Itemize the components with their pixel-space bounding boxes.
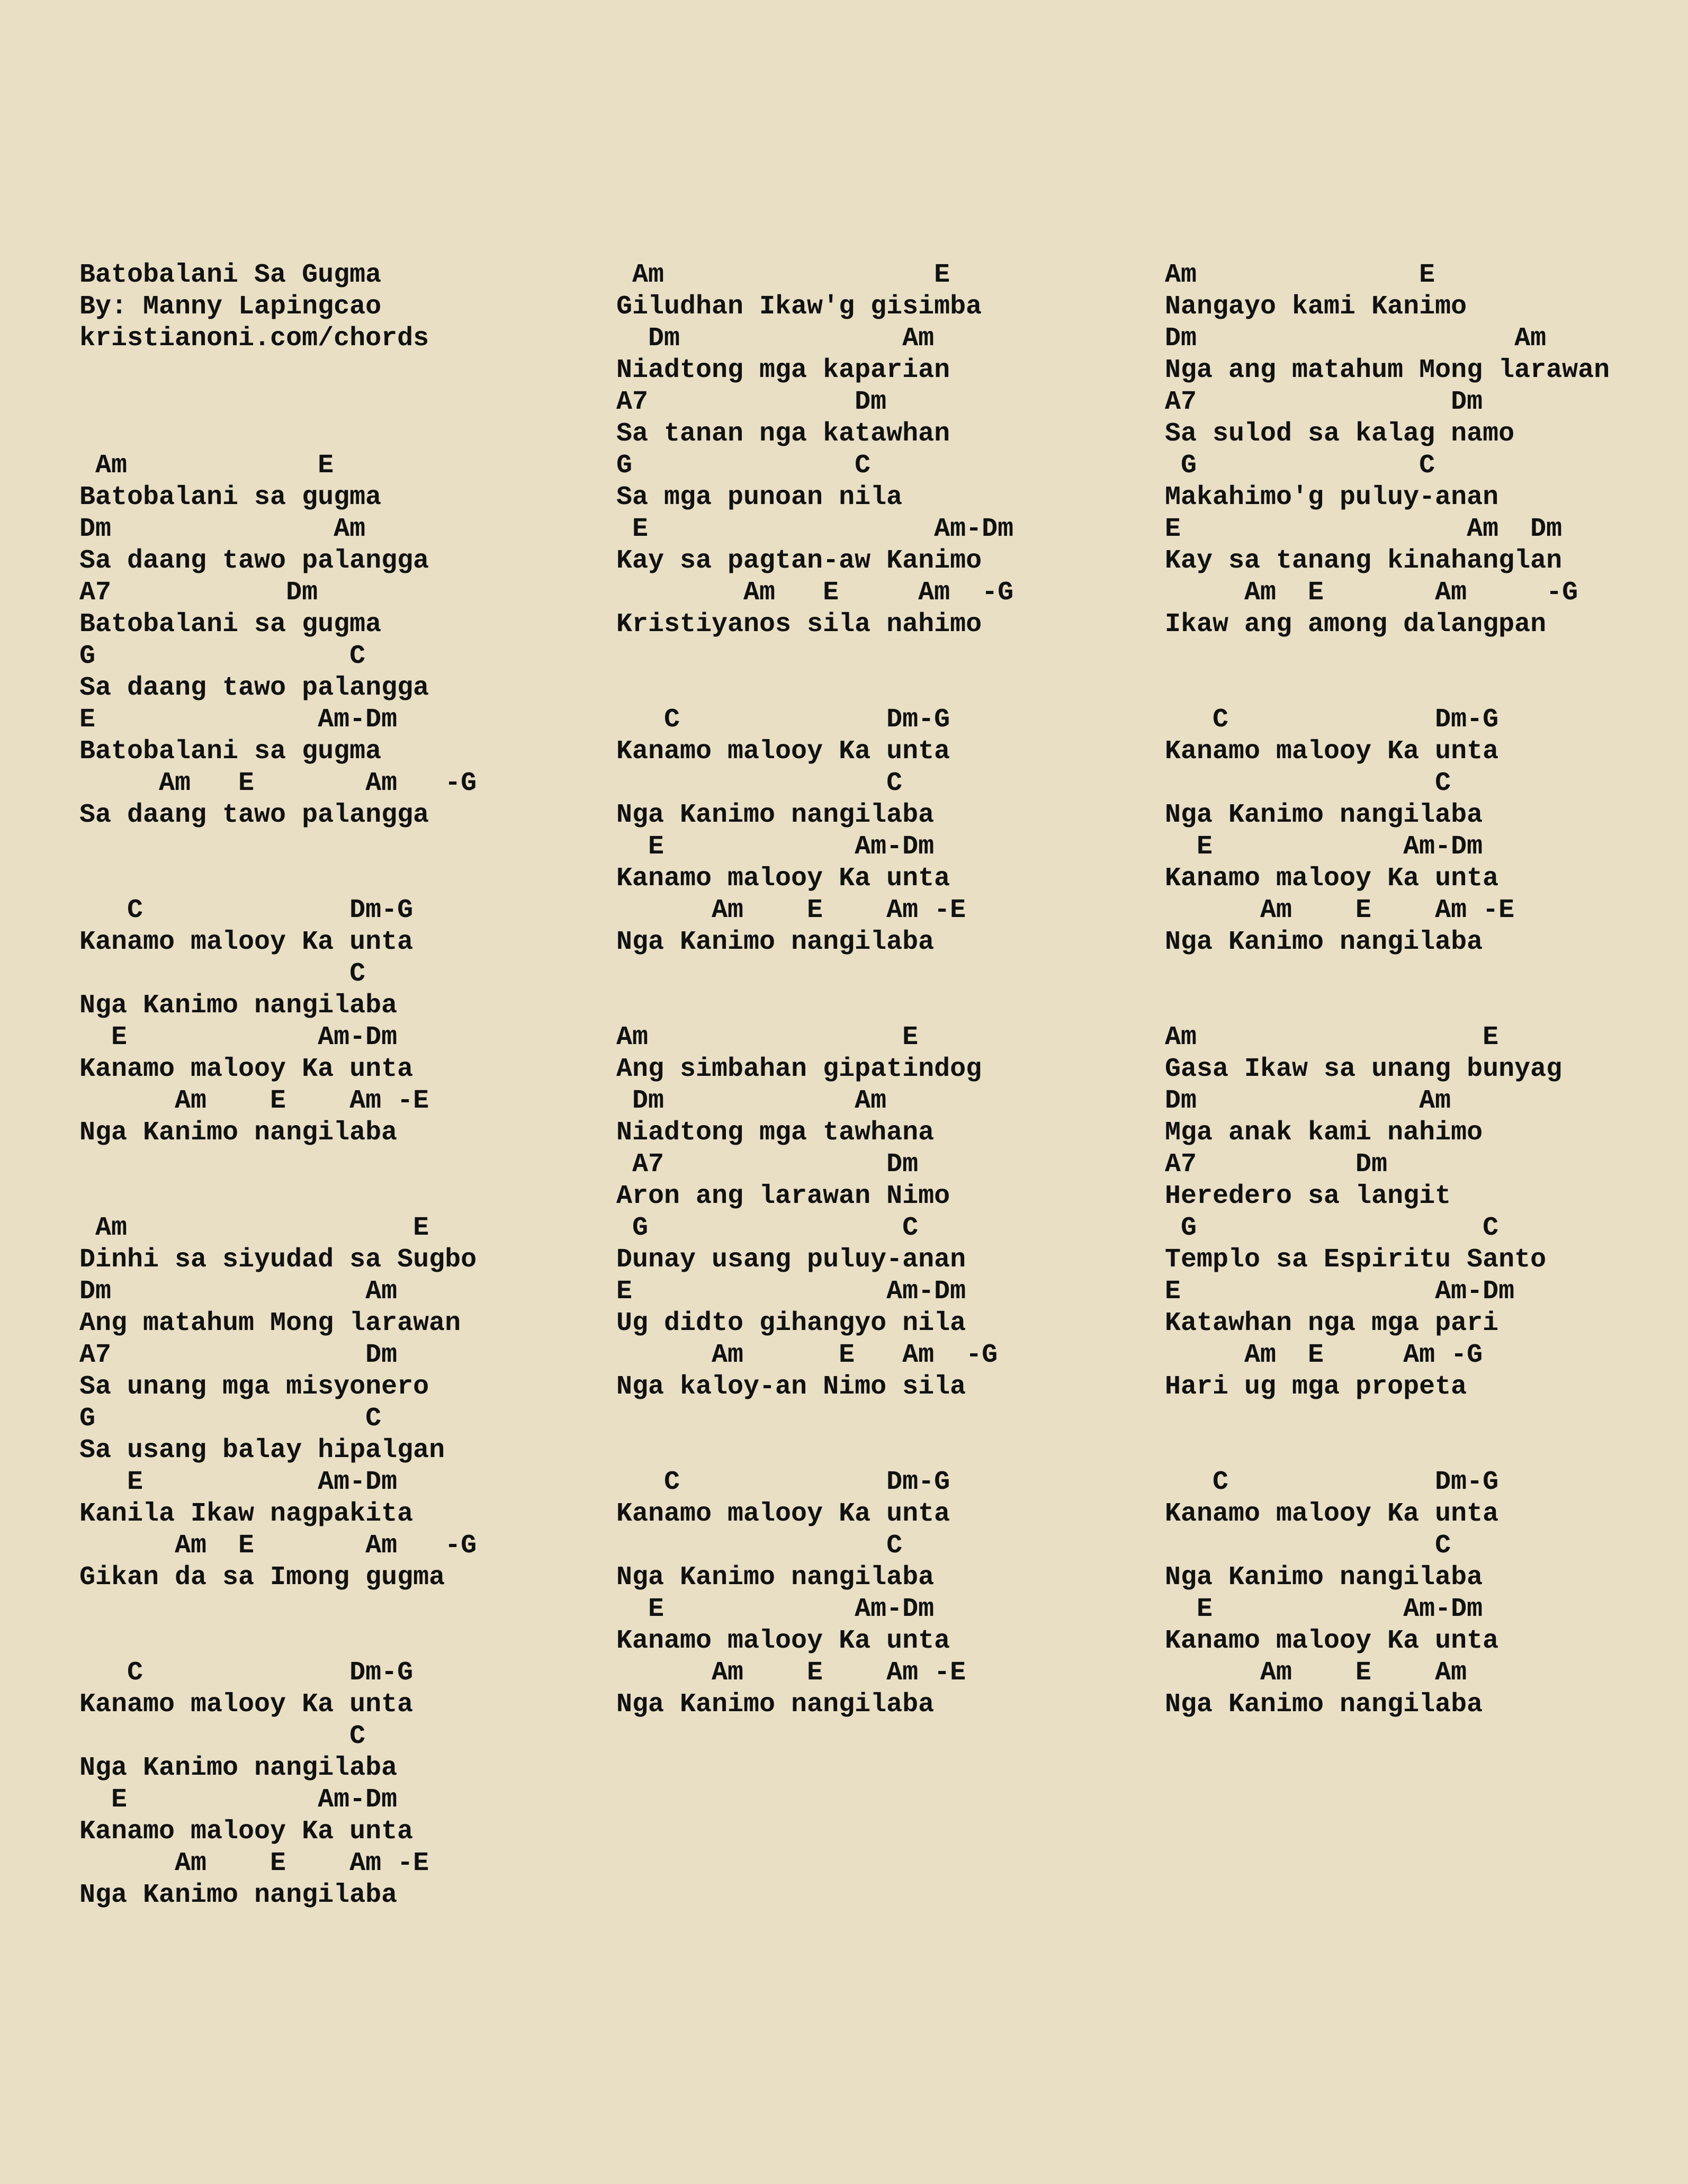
chord-line: E Am-Dm <box>1165 1594 1483 1624</box>
lyric-line: Kanamo malooy Ka unta <box>616 864 950 894</box>
chord-line: E Am-Dm <box>616 832 935 862</box>
lyric-line: Batobalani sa gugma <box>79 609 382 640</box>
chord-line: C Dm-G <box>79 1658 414 1688</box>
chord-line: E Am-Dm <box>1165 832 1483 862</box>
lyric-line: Batobalani sa gugma <box>79 482 382 513</box>
chord-line: G C <box>616 451 871 481</box>
lyric-line: Aron ang larawan Nimo <box>616 1181 950 1211</box>
chord-line: Am E Am -G <box>616 1340 998 1370</box>
lyrics-column-3 <box>1165 259 1610 1721</box>
chord-line: A7 Dm <box>79 578 318 608</box>
chord-line: Am E <box>1165 260 1435 290</box>
chord-line: G C <box>1165 1213 1499 1243</box>
lyric-line: Katawhan nga mga pari <box>1165 1308 1499 1338</box>
chord-line: Am E <box>79 1213 429 1243</box>
chord-line: Dm Am <box>616 1086 887 1116</box>
chord-line: Dm Am <box>1165 1086 1451 1116</box>
chord-line: E Am-Dm <box>616 514 1014 544</box>
lyric-line: Nga Kanimo nangilaba <box>79 1880 398 1910</box>
lyric-line: kristianoni.com/chords <box>79 323 429 354</box>
lyric-line: Sa tanan nga katawhan <box>616 419 950 449</box>
lyric-line: Mga anak kami nahimo <box>1165 1118 1483 1148</box>
lyric-line: Sa sulod sa kalag namo <box>1165 419 1515 449</box>
chord-line: E Am-Dm <box>79 705 398 735</box>
chord-line: Dm Am <box>616 323 935 354</box>
chord-line: Am E Am <box>1165 1658 1467 1688</box>
chord-line: E Am-Dm <box>79 1467 398 1497</box>
chord-line: Am E Am -E <box>616 895 966 925</box>
lyric-line: Kanamo malooy Ka unta <box>1165 736 1499 767</box>
chord-line: A7 Dm <box>616 1149 919 1180</box>
lyric-line: Kanamo malooy Ka unta <box>1165 864 1499 894</box>
chord-line: C Dm-G <box>616 1467 950 1497</box>
lyric-line: Gikan da sa Imong gugma <box>79 1562 445 1593</box>
chord-line: Am E Am -G <box>1165 578 1578 608</box>
lyric-line: Ang matahum Mong larawan <box>79 1308 461 1338</box>
lyric-line: Niadtong mga tawhana <box>616 1118 935 1148</box>
lyric-line: Sa usang balay hipalgan <box>79 1435 445 1466</box>
lyric-line: Kanamo malooy Ka unta <box>79 927 414 957</box>
chord-line: Am E Am -E <box>79 1848 429 1879</box>
lyric-line: Ug didto gihangyo nila <box>616 1308 966 1338</box>
lyric-line: Makahimo'g puluy-anan <box>1165 482 1499 513</box>
chord-line: Am E Am -E <box>1165 895 1515 925</box>
lyric-line: Nga Kanimo nangilaba <box>616 1562 935 1593</box>
chord-line: Am E Am -G <box>79 1531 477 1561</box>
lyric-line: Kanamo malooy Ka unta <box>79 1817 414 1847</box>
chord-line: C <box>616 768 903 798</box>
lyric-line: Nga Kanimo nangilaba <box>616 800 935 830</box>
lyric-line: Nga ang matahum Mong larawan <box>1165 355 1610 385</box>
chord-line: Am E <box>616 260 950 290</box>
chord-line: C Dm-G <box>79 895 414 925</box>
lyric-line: Nga Kanimo nangilaba <box>1165 1562 1483 1593</box>
chord-line: G C <box>79 641 366 671</box>
lyric-line: Ang simbahan gipatindog <box>616 1054 982 1084</box>
lyric-line: Kanila Ikaw nagpakita <box>79 1499 414 1529</box>
chord-line: E Am-Dm <box>616 1277 966 1307</box>
lyric-line: Nga Kanimo nangilaba <box>79 991 398 1021</box>
lyric-line: Sa daang tawo palangga <box>79 546 429 576</box>
lyric-line: Hari ug mga propeta <box>1165 1372 1467 1402</box>
chord-line: Dm Am <box>79 1277 398 1307</box>
chord-line: C <box>1165 768 1451 798</box>
lyric-line: Nga Kanimo nangilaba <box>1165 927 1483 957</box>
chord-line: C <box>1165 1531 1451 1561</box>
lyric-line: Kay sa pagtan-aw Kanimo <box>616 546 982 576</box>
chord-line: E Am-Dm <box>616 1594 935 1624</box>
chord-line: E Am Dm <box>1165 514 1563 544</box>
lyric-line: Batobalani sa gugma <box>79 736 382 767</box>
lyric-line: Kanamo malooy Ka unta <box>616 1499 950 1529</box>
lyric-line: Kanamo malooy Ka unta <box>79 1689 414 1720</box>
lyric-line: Kanamo malooy Ka unta <box>616 1626 950 1656</box>
lyrics-column-1 <box>79 259 477 1911</box>
chord-line: Am E Am -G <box>616 578 1014 608</box>
lyric-line: Nga Kanimo nangilaba <box>1165 1689 1483 1720</box>
lyric-line: Sa daang tawo palangga <box>79 673 429 703</box>
lyric-line: Nga Kanimo nangilaba <box>616 1689 935 1720</box>
lyric-line: Dunay usang puluy-anan <box>616 1245 966 1275</box>
chord-line: A7 Dm <box>79 1340 398 1370</box>
chord-line: A7 Dm <box>1165 387 1483 417</box>
chord-line: A7 Dm <box>616 387 887 417</box>
lyric-line: Dinhi sa siyudad sa Sugbo <box>79 1245 477 1275</box>
chord-line: C Dm-G <box>1165 1467 1499 1497</box>
lyric-line: Nga Kanimo nangilaba <box>79 1753 398 1783</box>
lyric-line: Kanamo malooy Ka unta <box>1165 1499 1499 1529</box>
lyric-line: Kay sa tanang kinahanglan <box>1165 546 1563 576</box>
chord-line: Am E <box>616 1022 919 1053</box>
lyric-line: Niadtong mga kaparian <box>616 355 950 385</box>
chord-line: C Dm-G <box>616 705 950 735</box>
lyric-line: Nga kaloy-an Nimo sila <box>616 1372 966 1402</box>
lyric-line: Nangayo kami Kanimo <box>1165 292 1467 322</box>
chord-line: C Dm-G <box>1165 705 1499 735</box>
lyric-line: Kristiyanos sila nahimo <box>616 609 982 640</box>
lyric-line: Sa unang mga misyonero <box>79 1372 429 1402</box>
chord-line: E Am-Dm <box>79 1785 398 1815</box>
lyric-line: Ikaw ang among dalangpan <box>1165 609 1547 640</box>
lyric-line: Heredero sa langit <box>1165 1181 1451 1211</box>
chord-line: Dm Am <box>1165 323 1547 354</box>
chord-line: Am E Am -G <box>79 768 477 798</box>
lyric-line: Nga Kanimo nangilaba <box>616 927 935 957</box>
chord-line: G C <box>1165 451 1435 481</box>
lyric-line: Sa daang tawo palangga <box>79 800 429 830</box>
lyric-line: Templo sa Espiritu Santo <box>1165 1245 1547 1275</box>
lyric-line: Sa mga punoan nila <box>616 482 903 513</box>
chord-line: E Am-Dm <box>79 1022 398 1053</box>
chord-line: C <box>79 959 366 989</box>
chord-line: A7 Dm <box>1165 1149 1388 1180</box>
chord-line: E Am-Dm <box>1165 1277 1515 1307</box>
chord-line: Am E Am -E <box>616 1658 966 1688</box>
chord-line: C <box>79 1721 366 1751</box>
chord-line: G C <box>616 1213 919 1243</box>
lyric-line: Kanamo malooy Ka unta <box>79 1054 414 1084</box>
chord-line: Dm Am <box>79 514 366 544</box>
chord-line: Am E Am -E <box>79 1086 429 1116</box>
lyric-line: Kanamo malooy Ka unta <box>616 736 950 767</box>
lyric-line: Kanamo malooy Ka unta <box>1165 1626 1499 1656</box>
chord-line: Am E Am -G <box>1165 1340 1483 1370</box>
lyric-line: Batobalani Sa Gugma <box>79 260 382 290</box>
lyric-line: Giludhan Ikaw'g gisimba <box>616 292 982 322</box>
chord-line: Am E <box>79 451 334 481</box>
chord-line: C <box>616 1531 903 1561</box>
lyric-line: Nga Kanimo nangilaba <box>1165 800 1483 830</box>
lyric-line: Nga Kanimo nangilaba <box>79 1118 398 1148</box>
chord-line: G C <box>79 1404 382 1434</box>
lyric-line: By: Manny Lapingcao <box>79 292 382 322</box>
lyrics-column-2 <box>616 259 1013 1721</box>
chord-line: Am E <box>1165 1022 1499 1053</box>
lyric-line: Gasa Ikaw sa unang bunyag <box>1165 1054 1563 1084</box>
